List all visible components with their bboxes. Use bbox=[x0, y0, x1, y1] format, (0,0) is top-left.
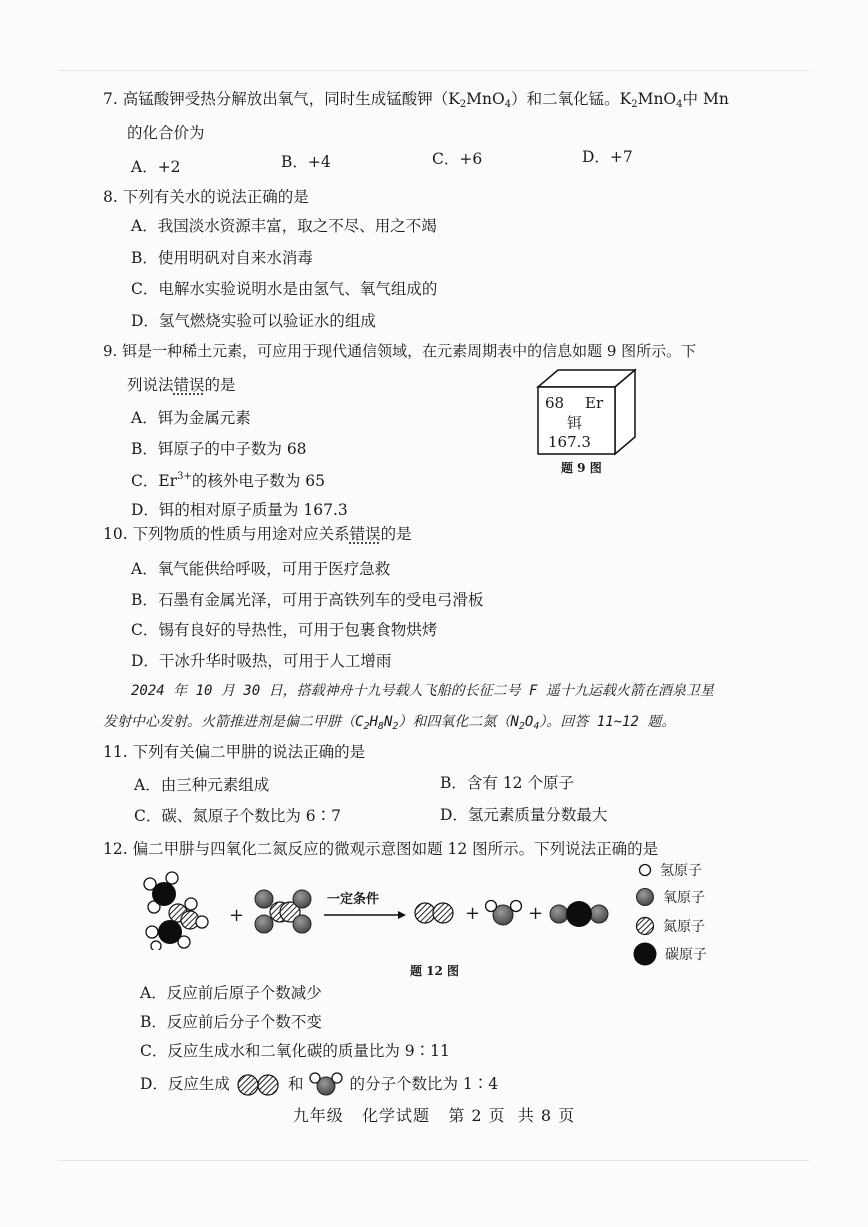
q9-stem-line1: 9. 铒是一种稀土元素，可应用于现代通信领域，在元素周期表中的信息如题 9 图所示。下 bbox=[103, 342, 697, 360]
q7-option-a: A．+2 bbox=[131, 158, 181, 176]
passage-line1: 2024 年 10 月 30 日，搭载神舟十九号载人飞船的长征二号 F 遥十九运载火箭在酒泉卫星 bbox=[131, 683, 714, 699]
plus-sign-2: + bbox=[465, 903, 481, 924]
nitrogen-atom-icon bbox=[635, 916, 655, 936]
plus-sign-3: + bbox=[528, 903, 544, 924]
udmh-molecule bbox=[140, 870, 210, 950]
q9-stem-line2: 列说法错误的是 bbox=[127, 376, 236, 394]
q11-option-a: A．由三种元素组成 bbox=[134, 776, 270, 794]
n2-molecule-inline bbox=[236, 1073, 282, 1097]
oxygen-atom-icon bbox=[635, 887, 655, 907]
q8-option-a: A．我国淡水资源丰富，取之不尽、用之不竭 bbox=[131, 217, 437, 235]
legend-hydrogen: 氢原子 bbox=[638, 860, 702, 880]
passage-line2: 发射中心发射。火箭推进剂是偏二甲肼$(C_2H_8N_2)$和四氧化二氮$(N_2O_4)$。回答 11~12 题。 bbox=[103, 714, 676, 732]
q7-stem: 7. 高锰酸钾受热分解放出氧气，同时生成锰酸钾$(K_2MnO_4)$和二氧化锰。$K_2MnO_4$中 Mn bbox=[103, 90, 729, 110]
page-footer: 九年级 化学试题 第 2 页 共 8 页 bbox=[292, 1106, 576, 1125]
q9-option-b: B．铒原子的中子数为 68 bbox=[131, 440, 307, 458]
q11-option-d: D．氢元素质量分数最大 bbox=[440, 806, 608, 824]
legend-nitrogen: 氮原子 bbox=[635, 916, 705, 936]
q7-option-d: D．+7 bbox=[582, 148, 633, 166]
q10-option-c: C．锡有良好的导热性，可用于包裹食物烘烤 bbox=[131, 621, 438, 639]
element-symbol: Er bbox=[585, 394, 604, 412]
page-bottom-border bbox=[58, 1160, 810, 1161]
q7-option-b: B．+4 bbox=[281, 153, 331, 171]
q12-option-c: C．反应生成水和二氧化碳的质量比为 9∶11 bbox=[140, 1042, 450, 1060]
h2o-molecule bbox=[485, 898, 523, 930]
q8-option-c: C．电解水实验说明水是由氢气、氧气组成的 bbox=[131, 280, 438, 298]
q9-option-c: C．$Er^{3+}$的核外电子数为 65 bbox=[131, 471, 325, 490]
element-atomic-number: 68 bbox=[545, 394, 565, 412]
q10-option-a: A．氧气能供给呼吸，可用于医疗急救 bbox=[131, 560, 391, 578]
legend-oxygen: 氧原子 bbox=[635, 887, 705, 907]
q12-option-a: A．反应前后原子个数减少 bbox=[140, 984, 322, 1002]
plus-sign-1: + bbox=[229, 905, 245, 926]
q7-option-c: C．+6 bbox=[432, 150, 483, 168]
reaction-arrow bbox=[322, 909, 406, 921]
carbon-atom-icon bbox=[633, 942, 657, 966]
element-erbium-cube bbox=[535, 367, 637, 457]
q8-option-d: D．氢气燃烧实验可以验证水的组成 bbox=[131, 312, 376, 330]
hydrogen-atom-icon bbox=[638, 863, 652, 877]
q9-figure-caption: 题 9 图 bbox=[561, 461, 602, 475]
q11-option-c: C．碳、氮原子个数比为 6∶7 bbox=[134, 807, 342, 825]
q10-option-d: D．干冰升华时吸热，可用于人工增雨 bbox=[131, 652, 392, 670]
n2o4-molecule bbox=[252, 888, 314, 938]
q12-option-b: B．反应前后分子个数不变 bbox=[140, 1013, 322, 1031]
arrow-condition-label: 一定条件 bbox=[327, 892, 380, 907]
element-mass: 167.3 bbox=[548, 433, 591, 451]
q11-stem: 11. 下列有关偏二甲肼的说法正确的是 bbox=[103, 743, 366, 761]
q8-option-b: B．使用明矾对自来水消毒 bbox=[131, 249, 313, 267]
q11-option-b: B．含有 12 个原子 bbox=[440, 774, 574, 792]
q9-option-a: A．铒为金属元素 bbox=[131, 409, 251, 427]
legend-carbon: 碳原子 bbox=[633, 942, 707, 966]
q12-stem: 12. 偏二甲肼与四氧化二氮反应的微观示意图如题 12 图所示。下列说法正确的是 bbox=[103, 840, 659, 858]
n2-molecule bbox=[413, 900, 457, 926]
q9-option-d: D．铒的相对原子质量为 167.3 bbox=[131, 501, 348, 519]
co2-molecule bbox=[548, 898, 610, 930]
q8-stem: 8. 下列有关水的说法正确的是 bbox=[103, 188, 309, 206]
q10-option-b: B．石墨有金属光泽，可用于高铁列车的受电弓滑板 bbox=[131, 591, 484, 609]
q10-stem: 10. 下列物质的性质与用途对应关系错误的是 bbox=[103, 525, 412, 543]
q12-figure-caption: 题 12 图 bbox=[410, 964, 460, 978]
q12-option-d: D．反应生成 和 的分子个数比为 1∶4 bbox=[140, 1071, 498, 1099]
page-top-border bbox=[58, 70, 810, 71]
h2o-molecule-inline bbox=[309, 1071, 343, 1099]
q7-stem-line2: 的化合价为 bbox=[127, 124, 205, 142]
element-name: 铒 bbox=[567, 414, 583, 432]
